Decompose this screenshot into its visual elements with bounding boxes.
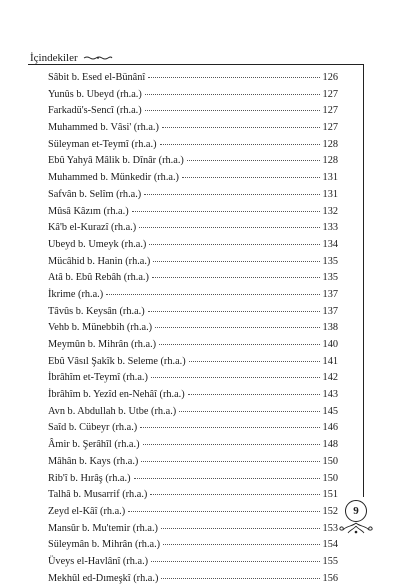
toc-entry-page: 150: [322, 455, 338, 467]
dot-leader: [132, 211, 320, 212]
toc-entry: [48, 254, 338, 271]
toc-entry-page: 143: [322, 389, 338, 401]
toc-entry: [48, 471, 338, 488]
toc-entry-title: Muhammed b. Münkedir (rh.a.): [48, 172, 179, 184]
toc-entry-title: Ubeyd b. Umeyk (rh.a.): [48, 238, 147, 250]
toc-entry: [48, 387, 338, 404]
toc-entry: [48, 287, 338, 304]
toc-entry-title: Muhammed b. Vâsi' (rh.a.): [48, 122, 159, 134]
flourish-ornament-icon: [83, 56, 113, 60]
dot-leader: [148, 311, 320, 312]
dot-leader: [160, 144, 320, 145]
toc-entry: [48, 521, 338, 538]
dot-leader: [161, 528, 320, 529]
toc-entry: [48, 120, 338, 137]
toc-entry-page: 127: [322, 122, 338, 134]
toc-entry-title: Ebû Yahyâ Mâlik b. Dînâr (rh.a.): [48, 155, 184, 167]
dot-leader: [162, 127, 320, 128]
toc-entry-page: 137: [322, 288, 338, 300]
toc-entry-title: Saîd b. Cübeyr (rh.a.): [48, 422, 138, 434]
toc-entry: [48, 270, 338, 287]
toc-entry-title: Süleyman et-Teymî (rh.a.): [48, 138, 157, 150]
toc-entry-page: 152: [322, 505, 338, 517]
toc-entry: [48, 537, 338, 554]
frame-right-rule: [363, 64, 364, 497]
toc-entry: [48, 370, 338, 387]
toc-entry-title: İkrime (rh.a.): [48, 288, 104, 300]
toc-entry-title: Zeyd el-Kâî (rh.a.): [48, 505, 126, 517]
dot-leader: [189, 361, 320, 362]
toc-entry: [48, 304, 338, 321]
toc-entry-title: Mücâhid b. Hanin (rh.a.): [48, 255, 151, 267]
toc-entry: [48, 404, 338, 421]
dot-leader: [187, 160, 320, 161]
toc-entry-title: Üveys el-Havlânî (rh.a.): [48, 555, 149, 567]
toc-entry-title: İbrâhîm b. Yezîd en-Nehâî (rh.a.): [48, 389, 185, 401]
header-title: İçindekiler: [30, 52, 78, 64]
toc-entry: [48, 320, 338, 337]
toc-entry-page: 128: [322, 138, 338, 150]
dot-leader: [144, 194, 319, 195]
toc-entry-page: 131: [322, 188, 338, 200]
toc-entry-page: 154: [322, 539, 338, 551]
dot-leader: [188, 394, 320, 395]
toc-entry-title: Tâvûs b. Keysân (rh.a.): [48, 305, 145, 317]
toc-entry: [48, 504, 338, 521]
dot-leader: [139, 227, 319, 228]
dot-leader: [145, 110, 320, 111]
toc-entry: [48, 237, 338, 254]
toc-entry-page: 150: [322, 472, 338, 484]
dot-leader: [159, 344, 319, 345]
toc-entry-page: 148: [322, 439, 338, 451]
dot-leader: [182, 177, 320, 178]
toc-entry-page: 153: [322, 522, 338, 534]
toc-entry-page: 140: [322, 339, 338, 350]
dot-leader: [163, 544, 319, 545]
toc-entry-page: 142: [322, 372, 338, 384]
dot-leader: [145, 94, 320, 95]
dot-leader: [155, 327, 319, 328]
toc-entry-page: 151: [322, 489, 338, 501]
toc-entry-page: 155: [322, 555, 338, 567]
toc-entry-page: 138: [322, 322, 338, 334]
page-number: 9: [345, 500, 367, 522]
toc-entry-title: İbrâhîm et-Teymî (rh.a.): [48, 372, 148, 384]
toc-entry-title: Meymûn b. Mihrân (rh.a.): [48, 339, 157, 350]
dot-leader: [149, 244, 319, 245]
toc-entry-title: Safvân b. Selîm (rh.a.): [48, 188, 142, 200]
toc-entry-page: 146: [322, 422, 338, 434]
dot-leader: [134, 478, 320, 479]
toc-entry-title: Vehb b. Münebbih (rh.a.): [48, 322, 153, 334]
dot-leader: [179, 411, 319, 412]
toc-entry-title: Kâ'b el-Kurazî (rh.a.): [48, 222, 137, 234]
dot-leader: [152, 277, 320, 278]
toc-entry-title: Mûsâ Kâzım (rh.a.): [48, 205, 129, 217]
toc-entry-page: 156: [322, 572, 338, 584]
toc-entry: [48, 220, 338, 237]
dot-leader: [140, 427, 319, 428]
toc-entry-title: Süleymân b. Mihrân (rh.a.): [48, 539, 161, 551]
dot-leader: [143, 444, 320, 445]
toc-entry-page: 128: [322, 155, 338, 167]
dot-leader: [148, 77, 319, 78]
toc-entry-title: Mâhân b. Kays (rh.a.): [48, 455, 139, 467]
dot-leader: [151, 561, 319, 562]
toc-entry-page: 135: [322, 255, 338, 267]
frame-top-rule: [28, 64, 364, 65]
toc-entry-title: Talhâ b. Musarrif (rh.a.): [48, 489, 148, 501]
dot-leader: [141, 461, 319, 462]
dot-leader: [128, 511, 319, 512]
toc-entry: [48, 487, 338, 504]
dot-leader: [151, 377, 320, 378]
toc-entry-page: 133: [322, 222, 338, 234]
toc-entry-page: 127: [322, 88, 338, 100]
table-of-contents: [48, 70, 338, 587]
toc-entry-title: Âmir b. Şerâhîl (rh.a.): [48, 439, 140, 451]
toc-entry: [48, 337, 338, 354]
toc-entry-page: 134: [322, 238, 338, 250]
toc-entry-page: 132: [322, 205, 338, 217]
dot-leader: [150, 494, 319, 495]
toc-entry-title: Farkadü's-Sencî (rh.a.): [48, 105, 142, 117]
toc-entry-page: 145: [322, 405, 338, 417]
toc-entry: [48, 354, 338, 371]
toc-entry: [48, 170, 338, 187]
toc-entry-title: Mekhûl ed-Dımeşkî (rh.a.): [48, 572, 159, 584]
running-header: [30, 52, 113, 64]
toc-entry: [48, 137, 338, 154]
toc-entry-page: 135: [322, 272, 338, 284]
toc-entry: [48, 153, 338, 170]
toc-entry-page: 127: [322, 105, 338, 117]
toc-entry: [48, 187, 338, 204]
toc-entry-title: Mansûr b. Mu'temir (rh.a.): [48, 522, 158, 534]
toc-entry-title: Avn b. Abdullah b. Utbe (rh.a.): [48, 405, 177, 417]
toc-entry-page: 141: [322, 355, 338, 367]
toc-entry: [48, 420, 338, 437]
toc-entry: [48, 87, 338, 104]
scroll-ornament-icon: [336, 522, 376, 536]
dot-leader: [153, 261, 319, 262]
toc-entry: [48, 454, 338, 471]
toc-entry-title: Yunûs b. Ubeyd (rh.a.): [48, 88, 142, 100]
toc-entry: [48, 103, 338, 120]
dot-leader: [161, 578, 319, 579]
toc-entry-page: 126: [322, 72, 338, 83]
toc-entry: [48, 70, 338, 87]
toc-entry-page: 131: [322, 172, 338, 184]
toc-entry-title: Atâ b. Ebû Rebâh (rh.a.): [48, 272, 149, 284]
dot-leader: [106, 294, 319, 295]
toc-entry: [48, 204, 338, 221]
toc-entry-page: 137: [322, 305, 338, 317]
toc-entry-title: Rib'î b. Hırâş (rh.a.): [48, 472, 131, 484]
toc-entry: [48, 437, 338, 454]
toc-entry: [48, 571, 338, 587]
toc-entry: [48, 554, 338, 571]
toc-entry-title: Sâbit b. Esed el-Bünânî: [48, 72, 146, 83]
toc-entry-title: Ebû Vâsıl Şakîk b. Seleme (rh.a.): [48, 355, 186, 367]
